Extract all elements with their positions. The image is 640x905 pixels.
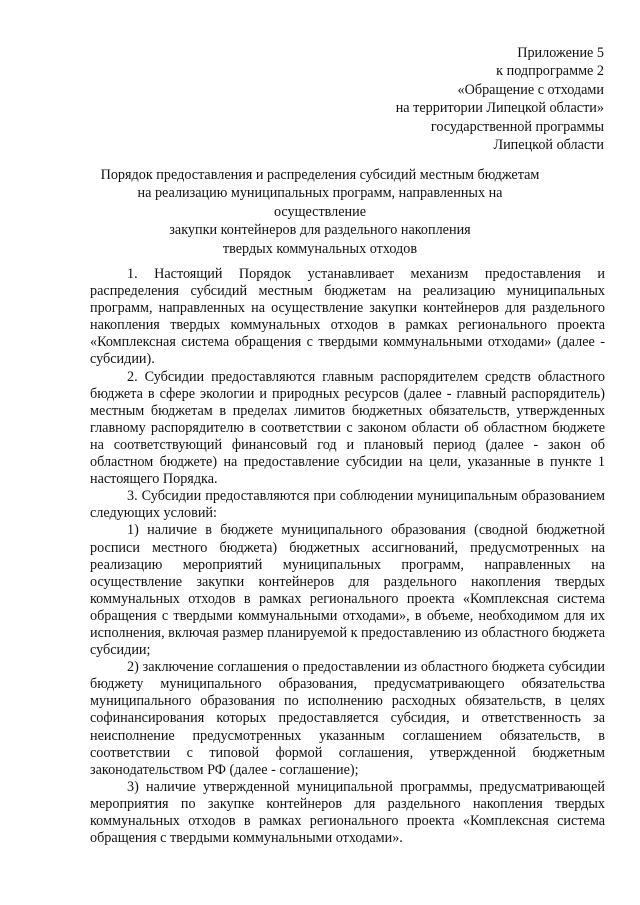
document-body <box>90 266 605 847</box>
annex-line: к подпрограмме 2 <box>496 63 604 80</box>
annex-line: «Обращение с отходами <box>457 81 604 98</box>
annex-line: на территории Липецкой области» <box>395 100 604 117</box>
annex-line: Приложение 5 <box>517 45 604 61</box>
annex-header <box>396 44 604 154</box>
title-line: Порядок предоставления и распределения субсидий местным бюджетам <box>100 167 540 183</box>
title-line: на реализацию муниципальных программ, направленных на осуществление <box>137 185 503 220</box>
paragraph-3: 3. Субсидии предоставляются при соблюдении муниципальным образованием следующих условий: <box>90 488 605 522</box>
condition-2: 2) заключение соглашения о предоставлении из областного бюджета субсидии бюджету муниципального образования, предусматривающего обязательства муниципального образования по исполнению расходных обязательств, в целях софинансирования которых предоставляется субсидия, и ответственность за неисполнение предусмотренных указанным соглашением обязательств, в соответствии с типовой формой соглашения, утвержденной бюджетным законодательством РФ (далее - соглашение); <box>90 659 605 778</box>
paragraph-2: 2. Субсидии предоставляются главным распорядителем средств областного бюджета в сфере экологии и природных ресурсов (далее - главный распорядитель) местным бюджетам в пределах лимитов бюджетных обязательств, утвержденных главному распорядителю в соответствии с законом области об областном бюджете на соответствующий финансовый год и плановый период (далее - закон об областном бюджете) на предоставление субсидии на цели, указанные в пункте 1 настоящего Порядка. <box>90 368 605 488</box>
condition-1: 1) наличие в бюджете муниципального образования (сводной бюджетной росписи местного бюджета) бюджетных ассигнований, предусмотренных на реализацию мероприятий муниципальных программ, направленных на осуществление закупки контейнеров для раздельного накопления твердых коммунальных отходов в рамках регионального проекта «Комплексная система обращения с твердыми коммунальными отходами», в объеме, необходимом для их исполнения, включая размер планируемой к предоставлению из областного бюджета субсидии; <box>90 522 605 659</box>
document-title <box>90 166 550 258</box>
title-line: твердых коммунальных отходов <box>222 240 418 257</box>
title-line: закупки контейнеров для раздельного накопления <box>169 222 471 239</box>
annex-line: государственной программы <box>430 118 604 135</box>
paragraph-1: 1. Настоящий Порядок устанавливает механизм предоставления и распределения субсидий местным бюджетам на реализацию муниципальных программ, направленных на осуществление закупки контейнеров для раздельного накопления твердых коммунальных отходов в рамках регионального проекта «Комплексная система обращения с твердыми коммунальными отходами» (далее - субсидии). <box>90 266 605 368</box>
condition-3: 3) наличие утвержденной муниципальной программы, предусматривающей мероприятия по закупке контейнеров для раздельного накопления твердых коммунальных отходов в рамках регионального проекта «Комплексная система обращения с твердыми коммунальными отходами». <box>90 778 605 847</box>
annex-line: Липецкой области <box>493 137 604 154</box>
